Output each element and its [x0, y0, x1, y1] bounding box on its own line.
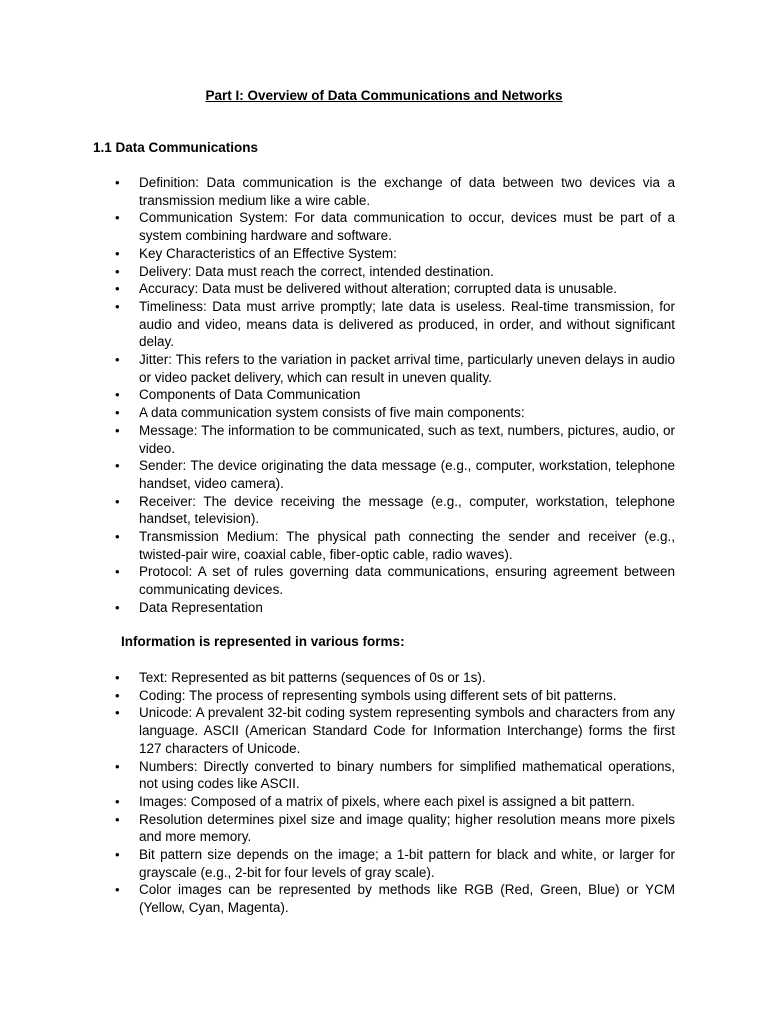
bullet-icon: • [115, 705, 120, 721]
section-heading: 1.1 Data Communications [93, 140, 259, 155]
list-item [115, 386, 675, 404]
list-item [115, 704, 675, 757]
list-item-text: Images: Composed of a matrix of pixels, where each pixel is assigned a bit pattern. [139, 793, 635, 809]
bullet-icon: • [115, 529, 120, 545]
list-item [115, 404, 675, 422]
bullet-icon: • [115, 670, 120, 685]
list-item [115, 263, 675, 281]
list-item [115, 793, 675, 811]
list-item-text: Message: The information to be communicated, such as text, numbers, pictures, audio, or video. [139, 422, 675, 456]
bullet-icon: • [115, 263, 120, 279]
list-item [115, 174, 675, 209]
document-title: Part I: Overview of Data Communications and Networks [205, 88, 563, 103]
bullet-icon: • [115, 352, 120, 368]
list-item-text: Accuracy: Data must be delivered without alteration; corrupted data is unusable. [139, 281, 618, 297]
list-item [115, 758, 675, 793]
list-item-text: Resolution determines pixel size and image quality; higher resolution means more pixels and more memory. [139, 811, 675, 845]
list-item [115, 669, 675, 687]
list-item-text: Color images can be represented by methods like RGB (Red, Green, Blue) or YCM (Yellow, Cyan, Magenta). [139, 882, 675, 916]
list-item-text: Numbers: Directly converted to binary numbers for simplified mathematical operations, not using codes like ASCII. [139, 758, 675, 792]
list-item-text: Definition: Data communication is the exchange of data between two devices via a transmission medium like a wire cable. [139, 175, 675, 208]
bullet-icon: • [115, 245, 120, 261]
list-item-text: Bit pattern size depends on the image; a 1-bit pattern for black and white, or larger for grayscale (e.g., 2-bit for four levels of gray scale). [139, 847, 675, 880]
list-item [115, 881, 675, 916]
list-item-text: Sender: The device originating the data message (e.g., computer, workstation, telephone handset, video camera). [139, 458, 675, 491]
bullet-list-data-communications [0, 174, 675, 617]
list-item [115, 422, 675, 457]
list-item [115, 563, 675, 598]
bullet-icon: • [115, 387, 120, 403]
list-item-text: Components of Data Communication [139, 387, 361, 403]
list-item [115, 811, 675, 846]
list-item [115, 457, 675, 492]
list-item [115, 846, 675, 881]
list-item-text: Coding: The process of representing symbols using different sets of bit patterns. [139, 687, 617, 703]
list-item-text: Protocol: A set of rules governing data communications, ensuring agreement between communicating devices. [139, 564, 675, 598]
bullet-icon: • [115, 793, 120, 809]
bullet-list-information-forms [0, 669, 675, 917]
list-item [115, 351, 675, 386]
list-item-text: Timeliness: Data must arrive promptly; late data is useless. Real-time transmission, for audio and video, means data is delivered as produced, in order, and without significant delay. [139, 298, 675, 350]
list-item [115, 298, 675, 351]
list-item [115, 599, 675, 617]
list-item-text: A data communication system consists of five main components: [139, 405, 525, 421]
bullet-icon: • [115, 493, 120, 509]
list-item [115, 687, 675, 705]
bullet-icon: • [115, 210, 120, 226]
list-item-text: Jitter: This refers to the variation in packet arrival time, particularly uneven delays in audio or video packet delivery, which can result in uneven quality. [139, 352, 675, 385]
list-item-text: Communication System: For data communication to occur, devices must be part of a system combining hardware and software. [139, 210, 675, 244]
list-item [115, 528, 675, 563]
list-item [115, 493, 675, 528]
bullet-icon: • [115, 298, 120, 314]
list-item-text: Text: Represented as bit patterns (sequences of 0s or 1s). [139, 670, 486, 685]
bullet-icon: • [115, 564, 120, 580]
bullet-icon: • [115, 405, 120, 421]
bullet-icon: • [115, 281, 120, 297]
list-item [115, 245, 675, 263]
list-item-text: Transmission Medium: The physical path connecting the sender and receiver (e.g., twisted-pair wire, coaxial cable, fiber-optic cable, radio waves). [139, 529, 675, 562]
bullet-icon: • [115, 687, 120, 703]
list-item-text: Delivery: Data must reach the correct, intended destination. [139, 263, 494, 279]
list-item-text: Data Representation [139, 599, 263, 615]
list-item [115, 209, 675, 244]
list-item-text: Receiver: The device receiving the message (e.g., computer, workstation, telephone handset, television). [139, 493, 675, 527]
bullet-icon: • [115, 458, 120, 474]
bullet-icon: • [115, 758, 120, 774]
list-item-text: Key Characteristics of an Effective System: [139, 245, 397, 261]
list-item-text: Unicode: A prevalent 32-bit coding system representing symbols and characters from any language. ASCII (American Standard Code for Information Interchange) forms the first 127 characters of Unicode. [139, 705, 675, 756]
bullet-icon: • [115, 847, 120, 863]
bullet-icon: • [115, 882, 120, 898]
bullet-icon: • [115, 599, 120, 615]
list-item [115, 280, 675, 298]
sub-heading: Information is represented in various forms: [121, 634, 405, 649]
bullet-icon: • [115, 422, 120, 438]
bullet-icon: • [115, 811, 120, 827]
bullet-icon: • [115, 175, 120, 190]
